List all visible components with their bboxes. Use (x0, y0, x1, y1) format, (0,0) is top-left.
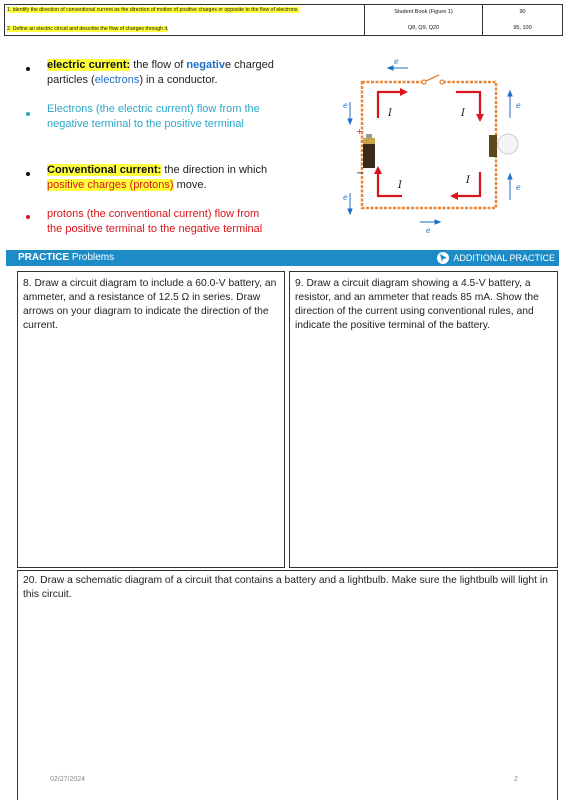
cursor-icon (437, 252, 449, 264)
reference-cell (365, 5, 483, 35)
page-ref-cell (483, 5, 562, 35)
battery-icon (363, 134, 375, 168)
objectives-cell (5, 5, 365, 35)
reference-questions: Q8, Q9, Q20 (407, 25, 440, 31)
page-ref-2: 95, 100 (513, 25, 532, 31)
practice-problems-bar (6, 250, 559, 266)
problem-20-text: 20. Draw a schematic diagram of a circuit that contains a battery and a lightbulb. Make sure the lightbulb will light in this circuit. (23, 575, 548, 600)
electron-label: e (394, 57, 399, 66)
electron-label: e (516, 183, 521, 192)
reference-title: Student Book (Figure 1) (394, 9, 453, 15)
bullet (26, 112, 30, 116)
page-number: 2 (514, 776, 518, 783)
electron-flow-note: Electrons (the electric current) flow from the negative terminal to the positive terminal (47, 103, 260, 130)
conventional-current-definition: Conventional current: the direction in which positive charges (protons) move. (47, 164, 268, 191)
electron-label: e (343, 101, 348, 110)
current-label: I (461, 108, 465, 119)
switch-icon (422, 75, 444, 86)
minus-sign: − (356, 168, 365, 179)
problem-20-box[interactable] (17, 570, 558, 800)
practice-problems-title: PRACTICE Problems (18, 252, 115, 263)
proton-flow-note: protons (the conventional current) flow from the positive terminal to the negative terminal (47, 208, 263, 235)
lightbulb-icon (489, 134, 518, 157)
problem-9-text: 9. Draw a circuit diagram showing a 4.5-V battery, a resistor, and an ammeter that reads 85 mA. Show the direction of the current using conventional rules, and indicate the positive terminal of the battery. (295, 278, 539, 331)
electron-label: e (343, 193, 348, 202)
objective-1: 1. identify the direction of conventional current as the direction of motion of positive charges or opposite to the flow of electrons. (7, 7, 299, 13)
current-label: I (388, 108, 392, 119)
problem-8-box[interactable] (17, 271, 285, 568)
bullet (26, 172, 30, 176)
electron-label: e (426, 226, 431, 235)
footer-date: 02/27/2024 (50, 776, 86, 783)
electric-current-definition: electric current: the flow of negative charged particles (electrons) in a conductor. (47, 59, 274, 86)
additional-practice-link[interactable]: ADDITIONAL PRACTICE (453, 251, 555, 265)
bullet (26, 215, 30, 219)
problem-9-box[interactable] (289, 271, 558, 568)
current-label: I (466, 175, 470, 186)
plus-sign: + (356, 127, 363, 136)
circuit-diagram (330, 50, 530, 240)
bullet (26, 67, 30, 71)
electron-label: e (516, 101, 521, 110)
circuit-wire (362, 82, 496, 208)
page-ref-1: 90 (519, 9, 526, 15)
objectives-table (4, 4, 563, 36)
problem-8-text: 8. Draw a circuit diagram to include a 60.0-V battery, an ammeter, and a resistance of 12.5 Ω in series. Draw arrows on your diagram to indicate the direction of the current. (23, 278, 277, 331)
current-label: I (398, 180, 402, 191)
objective-2: 2. Define an electric circuit and describe the flow of charges through it. (7, 26, 169, 32)
